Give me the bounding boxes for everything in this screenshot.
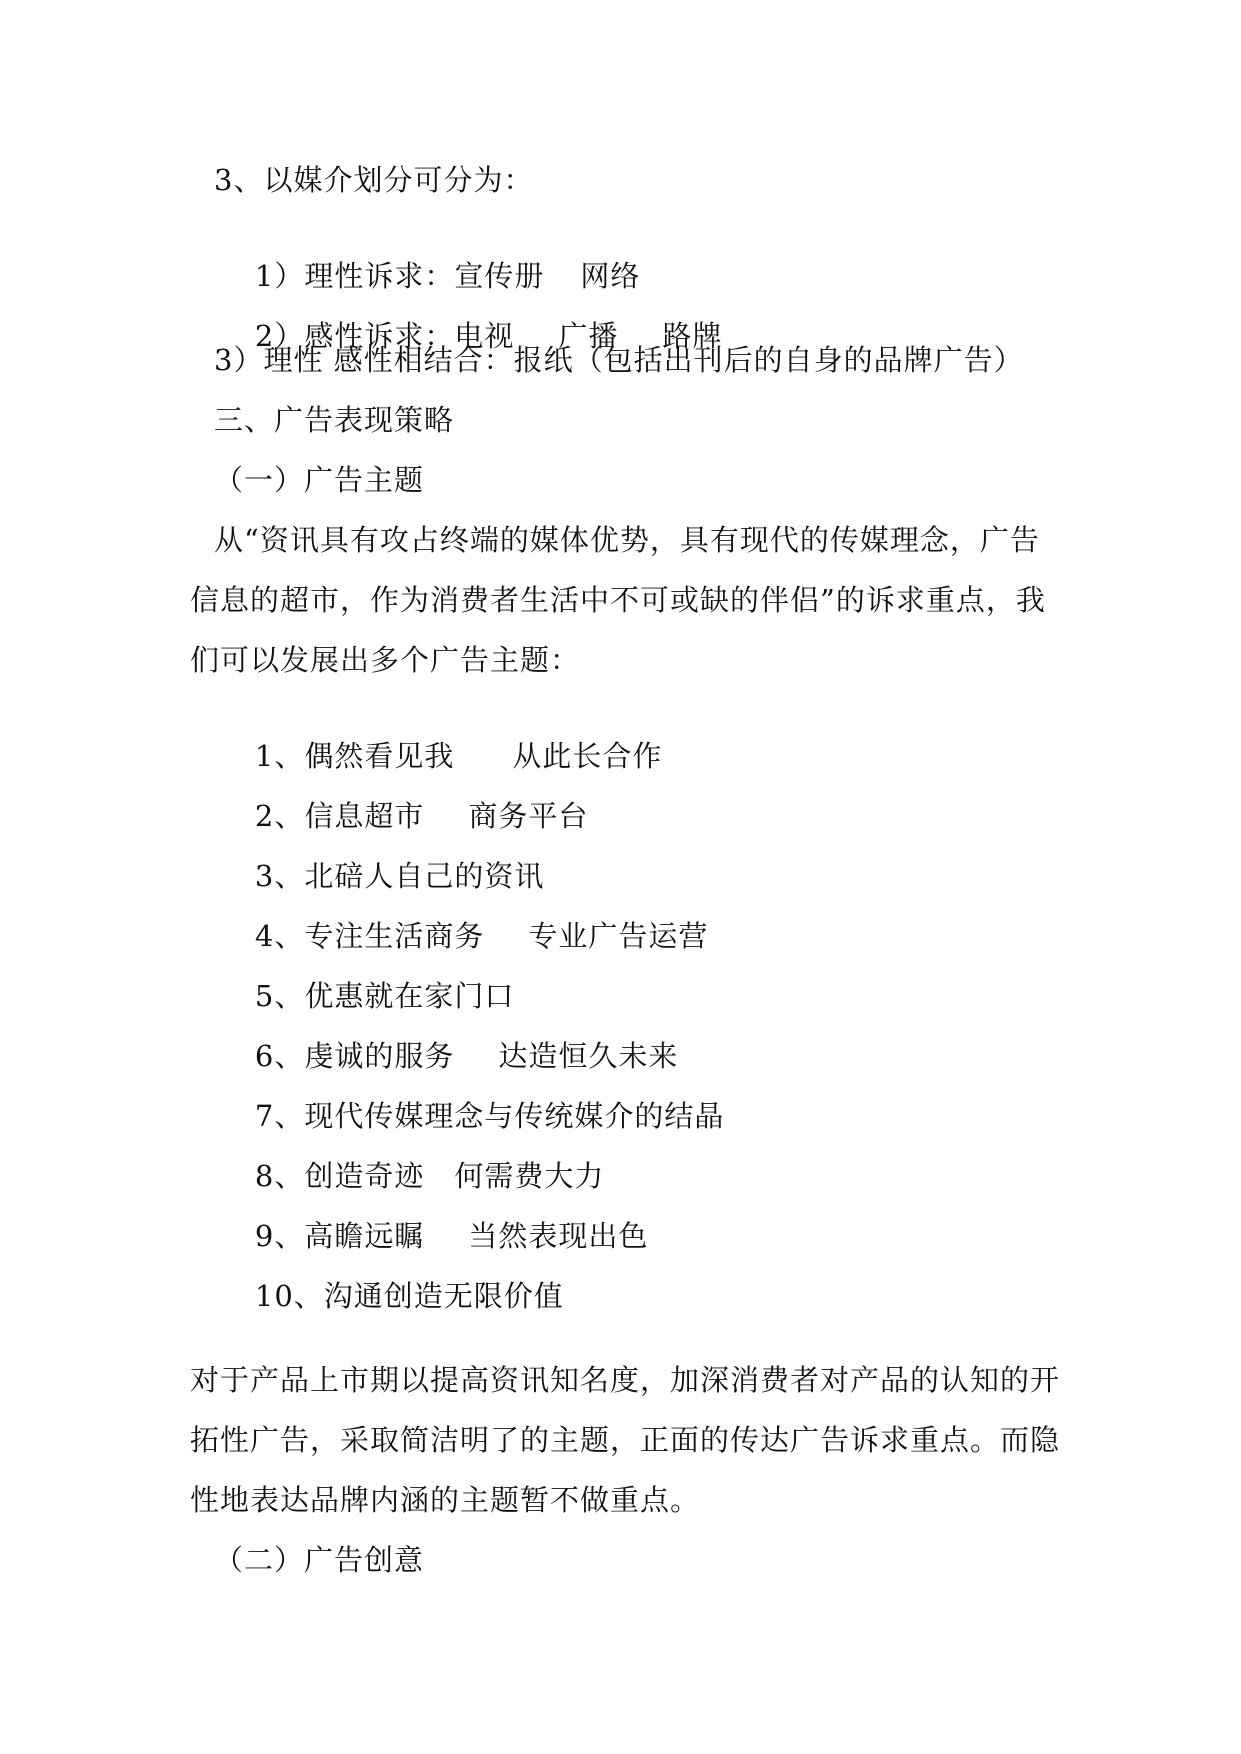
theme-item-a: 2、信息超市	[254, 799, 425, 833]
theme-item	[214, 1242, 564, 1350]
theme-item-a: 4、专注生活商务	[254, 919, 485, 953]
intro-line-3: 们可以发展出多个广告主题：	[190, 643, 581, 677]
theme-item-a: 3、北碚人自己的资讯	[254, 859, 545, 893]
intro-line-1: 从“资讯具有攻占终端的媒体优势，具有现代的传媒理念，广告	[214, 523, 1040, 557]
media-item-extra: 路牌	[662, 319, 723, 353]
media-item-label: 2）感性诉求：电视	[254, 319, 515, 353]
theme-item-a: 1、偶然看见我	[254, 739, 455, 773]
media-item-extra: 网络	[580, 259, 641, 293]
theme-item-a: 8、创造奇迹	[254, 1159, 425, 1193]
media-item-label: 1）理性诉求：宣传册	[254, 259, 545, 293]
summary-line-3: 性地表达品牌内涵的主题暂不做重点。	[190, 1483, 701, 1517]
theme-item-a: 10、沟通创造无限价值	[254, 1279, 564, 1313]
creative-heading: （二）广告创意	[214, 1543, 425, 1577]
media-item-extra: 广播	[558, 319, 619, 353]
theme-item-b: 商务平台	[468, 799, 589, 833]
theme-item-b: 从此长合作	[512, 739, 663, 773]
section-title: 三、广告表现策略	[214, 403, 455, 437]
theme-item-b: 当然表现出色	[468, 1219, 649, 1253]
theme-item-a: 5、优惠就在家门口	[254, 979, 515, 1013]
theme-item-a: 9、高瞻远瞩	[254, 1219, 425, 1253]
theme-item-b: 何需费大力	[454, 1159, 605, 1193]
theme-heading: （一）广告主题	[214, 463, 425, 497]
theme-item-a: 6、虔诚的服务	[254, 1039, 455, 1073]
summary-line-1: 对于产品上市期以提高资讯知名度，加深消费者对产品的认知的开	[190, 1363, 1061, 1397]
summary-line-2: 拓性广告，采取简洁明了的主题，正面的传达广告诉求重点。而隐	[190, 1423, 1061, 1457]
theme-item-b: 专业广告运营	[528, 919, 709, 953]
media-heading: 3、以媒介划分可分为：	[214, 163, 534, 197]
intro-line-2: 信息的超市，作为消费者生活中不可或缺的伴侣”的诉求重点，我	[190, 583, 1046, 617]
theme-item-b: 达造恒久未来	[498, 1039, 679, 1073]
theme-item-a: 7、现代传媒理念与传统媒介的结晶	[254, 1099, 725, 1133]
media-item-3: 3）理性 感性相结合：报纸（包括出刊后的自身的品牌广告）	[214, 343, 1024, 377]
